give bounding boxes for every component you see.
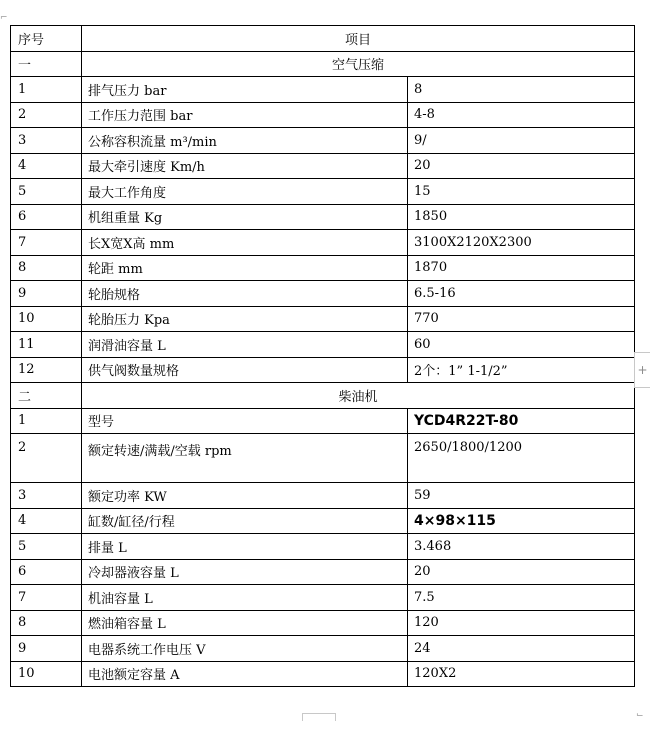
row-value: 4×98×115 <box>408 508 635 534</box>
row-value: 9/ <box>408 128 635 154</box>
row-no: 6 <box>11 204 82 230</box>
row-no: 8 <box>11 610 82 636</box>
row-value: 60 <box>408 332 635 358</box>
row-item: 冷却器液容量 L <box>82 559 408 585</box>
row-no: 9 <box>11 636 82 662</box>
section-row <box>11 383 635 409</box>
row-value: 2650/1800/1200 <box>408 434 635 483</box>
section-title: 柴油机 <box>82 383 635 409</box>
header-no: 序号 <box>11 26 82 52</box>
row-value: 59 <box>408 483 635 509</box>
row-value: 6.5-16 <box>408 281 635 307</box>
row-item: 公称容积流量 m³/min <box>82 128 408 154</box>
row-value: 3100X2120X2300 <box>408 230 635 256</box>
row-item: 轮距 mm <box>82 255 408 281</box>
row-item: 额定转速/满载/空载 rpm <box>82 434 408 483</box>
row-no: 3 <box>11 128 82 154</box>
row-value: 7.5 <box>408 585 635 611</box>
header-row <box>11 26 635 52</box>
row-no: 6 <box>11 559 82 585</box>
table-row <box>11 102 635 128</box>
row-value: 8 <box>408 77 635 103</box>
row-no: 2 <box>11 102 82 128</box>
row-value: 20 <box>408 153 635 179</box>
table-row <box>11 306 635 332</box>
row-item: 供气阀数量规格 <box>82 357 408 383</box>
table-row <box>11 483 635 509</box>
table-row <box>11 636 635 662</box>
table-row <box>11 77 635 103</box>
table-row <box>11 128 635 154</box>
table-row <box>11 281 635 307</box>
row-value: 120 <box>408 610 635 636</box>
row-item: 额定功率 KW <box>82 483 408 509</box>
table-row <box>11 610 635 636</box>
row-no: 7 <box>11 230 82 256</box>
row-no: 10 <box>11 661 82 687</box>
row-no: 11 <box>11 332 82 358</box>
row-value: 120X2 <box>408 661 635 687</box>
spec-table <box>10 25 635 687</box>
row-item: 电池额定容量 A <box>82 661 408 687</box>
row-item: 最大工作角度 <box>82 179 408 205</box>
table-row <box>11 661 635 687</box>
table-row <box>11 534 635 560</box>
row-item: 型号 <box>82 408 408 434</box>
row-no: 3 <box>11 483 82 509</box>
row-item: 燃油箱容量 L <box>82 610 408 636</box>
row-no: 1 <box>11 408 82 434</box>
row-no: 7 <box>11 585 82 611</box>
row-item: 轮胎规格 <box>82 281 408 307</box>
row-value: 2个：1” 1-1/2” <box>408 357 635 383</box>
row-no: 2 <box>11 434 82 483</box>
table-row <box>11 508 635 534</box>
row-no: 5 <box>11 534 82 560</box>
table-row <box>11 230 635 256</box>
row-no: 5 <box>11 179 82 205</box>
row-no: 12 <box>11 357 82 383</box>
row-value: 1850 <box>408 204 635 230</box>
table-row <box>11 204 635 230</box>
row-item: 长X宽X高 mm <box>82 230 408 256</box>
table-row <box>11 153 635 179</box>
row-value: 20 <box>408 559 635 585</box>
row-item: 机组重量 Kg <box>82 204 408 230</box>
table-bottom-handle[interactable] <box>302 713 336 721</box>
row-item: 最大牵引速度 Km/h <box>82 153 408 179</box>
table-row <box>11 357 635 383</box>
row-item: 缸数/缸径/行程 <box>82 508 408 534</box>
table-row <box>11 434 635 483</box>
row-item: 轮胎压力 Kpa <box>82 306 408 332</box>
section-title: 空气压缩 <box>82 51 635 77</box>
table-row <box>11 559 635 585</box>
plus-icon: + <box>637 363 648 377</box>
section-index: 二 <box>11 383 82 409</box>
row-no: 10 <box>11 306 82 332</box>
row-value: YCD4R22T-80 <box>408 408 635 434</box>
table-row <box>11 332 635 358</box>
row-value: 4-8 <box>408 102 635 128</box>
corner-crop-mark: ⌐ <box>0 13 8 23</box>
header-item: 项目 <box>82 26 635 52</box>
row-item: 机油容量 L <box>82 585 408 611</box>
corner-crop-mark: ⌙ <box>636 710 644 720</box>
table-row <box>11 585 635 611</box>
row-no: 4 <box>11 508 82 534</box>
row-no: 9 <box>11 281 82 307</box>
row-value: 15 <box>408 179 635 205</box>
row-item: 排气压力 bar <box>82 77 408 103</box>
row-value: 3.468 <box>408 534 635 560</box>
row-item: 电器系统工作电压 V <box>82 636 408 662</box>
row-value: 1870 <box>408 255 635 281</box>
row-no: 4 <box>11 153 82 179</box>
row-item: 排量 L <box>82 534 408 560</box>
row-value: 24 <box>408 636 635 662</box>
row-item: 工作压力范围 bar <box>82 102 408 128</box>
row-no: 8 <box>11 255 82 281</box>
section-row <box>11 51 635 77</box>
row-value: 770 <box>408 306 635 332</box>
section-index: 一 <box>11 51 82 77</box>
table-row <box>11 179 635 205</box>
table-row <box>11 408 635 434</box>
row-no: 1 <box>11 77 82 103</box>
table-resize-handle[interactable] <box>634 352 650 388</box>
table-row <box>11 255 635 281</box>
row-item: 润滑油容量 L <box>82 332 408 358</box>
